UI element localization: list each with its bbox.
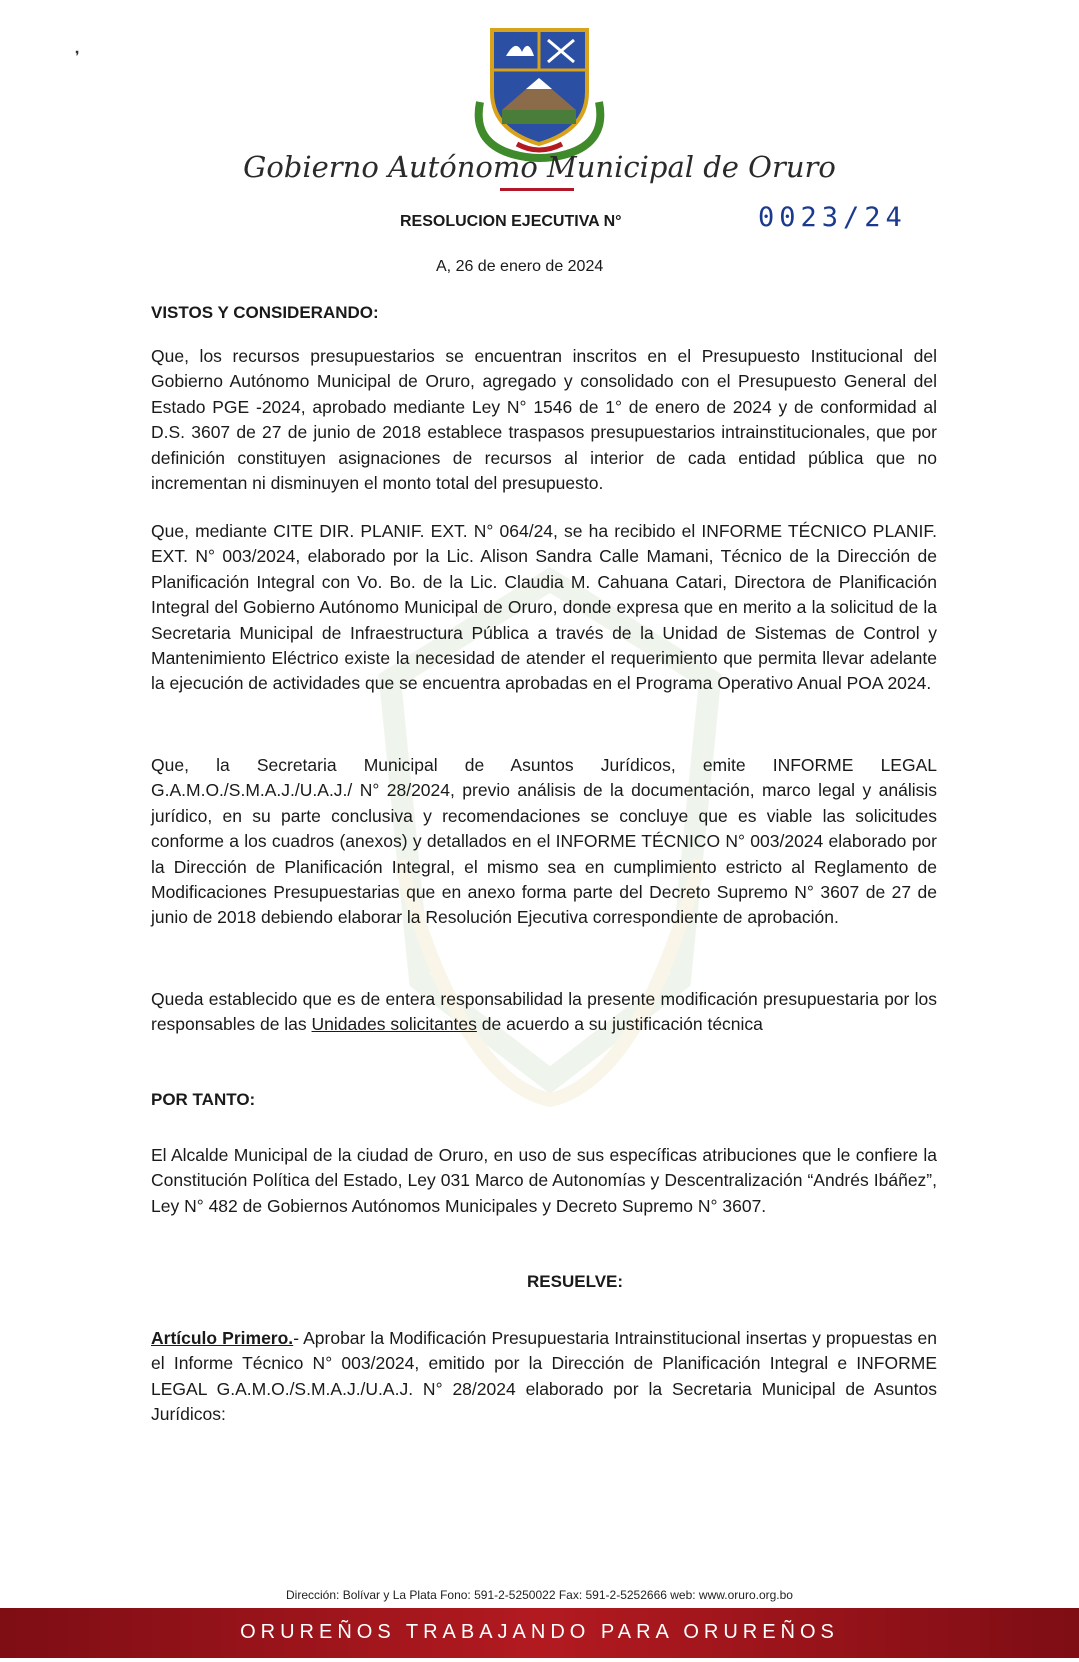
organization-title: Gobierno Autónomo Municipal de Oruro (243, 150, 836, 184)
document-date: A, 26 de enero de 2024 (436, 258, 604, 275)
unidades-solicitantes-underlined: Unidades solicitantes (311, 1014, 477, 1035)
paragraph-presupuesto: Que, los recursos presupuestarios se encuentran inscritos en el Presupuesto Institucional del Gobierno Autónomo Municipal de Oruro, agregado y consolidado con el Presupuesto General del Estado PGE -2024, aprobado mediante Ley N° 1546 de 1° de enero de 2024 y de conformidad al D.S. 3607 de 27 de junio de 2018 establece traspasos presupuestarios intrainstitucionales, que por definición constituyen asignaciones de recursos al interior de cada entidad pública que no incrementan ni disminuyen el monto total del presupuesto. (151, 346, 937, 494)
resuelve-heading: RESUELVE: (527, 1272, 624, 1291)
responsabilidad-text-end: de acuerdo a su justificación técnica (476, 1014, 763, 1035)
resolution-number-stamp: 0023/24 (758, 202, 907, 233)
paragraph-atribuciones: El Alcalde Municipal de la ciudad de Oruro, en uso de sus específicas atribuciones que le confiere la Constitución Política del Estado, Ley 031 Marco de Autonomías y Descentralización “Andrés Ibáñez”, Ley N° 482 de Gobiernos Autónomos Municipales y Decreto Supremo N° 3607. (151, 1145, 937, 1216)
resolution-label: RESOLUCION EJECUTIVA N° (400, 213, 622, 230)
municipal-crest-emblem (462, 22, 617, 162)
responsabilidad-text-start: Queda establecido que es de entera responsabilidad la presente modificación presupuestaria por los responsables de las (151, 989, 937, 1035)
vistos-heading: VISTOS Y CONSIDERANDO: (151, 303, 379, 322)
title-divider (500, 188, 574, 191)
paragraph-informe-tecnico: Que, mediante CITE DIR. PLANIF. EXT. N° 064/24, se ha recibido el INFORME TÉCNICO PLANIF. EXT. N° 003/2024, elaborado por la Lic. Alison Sandra Calle Mamani, Técnico de la Dirección de Planificación Integral con Vo. Bo. de la Lic. Claudia M. Cahuana Catari, Directora de Planificación Integral del Gobierno Autónomo Municipal de Oruro, donde expresa que en merito a la solicitud de la Secretaria Municipal de Infraestructura Pública a través de la Unidad de Sistemas de Control y Mantenimiento Eléctrico existe la necesidad de atender el requerimiento que permita llevar adelante la ejecución de actividades que se encuentra aprobadas en el Programa Operativo Anual POA 2024. (151, 521, 937, 694)
article-primero (151, 1326, 937, 1428)
footer-slogan: ORUREÑOS TRABAJANDO PARA ORUREÑOS (240, 1621, 839, 1643)
scan-speck: ❜ (75, 48, 80, 64)
por-tanto-heading: POR TANTO: (151, 1090, 256, 1109)
article-primero-label: Artículo Primero. (151, 1328, 294, 1348)
article-primero-text: - Aprobar la Modificación Presupuestaria Intrainstitucional insertas y propuestas en el Informe Técnico N° 003/2024, emitido por la Dirección de Planificación Integral e INFORME LEGAL G.A.M.O./S.M.A.J./U.A.J. N° 28/2024 elaborado por la Secretaria Municipal de Asuntos Jurídicos: (151, 1328, 937, 1425)
paragraph-informe-legal: Que, la Secretaria Municipal de Asuntos Jurídicos, emite INFORME LEGAL G.A.M.O./S.M.A.J./U.A.J./ N° 28/2024, previo análisis de la documentación, marco legal y análisis jurídico, en su parte conclusiva y recomendaciones se concluye que es viable las solicitudes conforme a los cuadros (anexos) y detallados en el INFORME TÉCNICO N° 003/2024 elaborado por la Dirección de Planificación Integral, el mismo sea en cumplimiento estricto al Reglamento de Modificaciones Presupuestarias que en anexo forma parte del Decreto Supremo N° 3607 de 27 de junio de 2018 debiendo elaborar la Resolución Ejecutiva correspondiente de aprobación. (151, 755, 937, 928)
paragraph-responsabilidad (151, 987, 937, 1038)
footer-address: Dirección: Bolívar y La Plata Fono: 591-2-5250022 Fax: 591-2-5252666 web: www.oruro.org.bo (286, 1588, 793, 1602)
